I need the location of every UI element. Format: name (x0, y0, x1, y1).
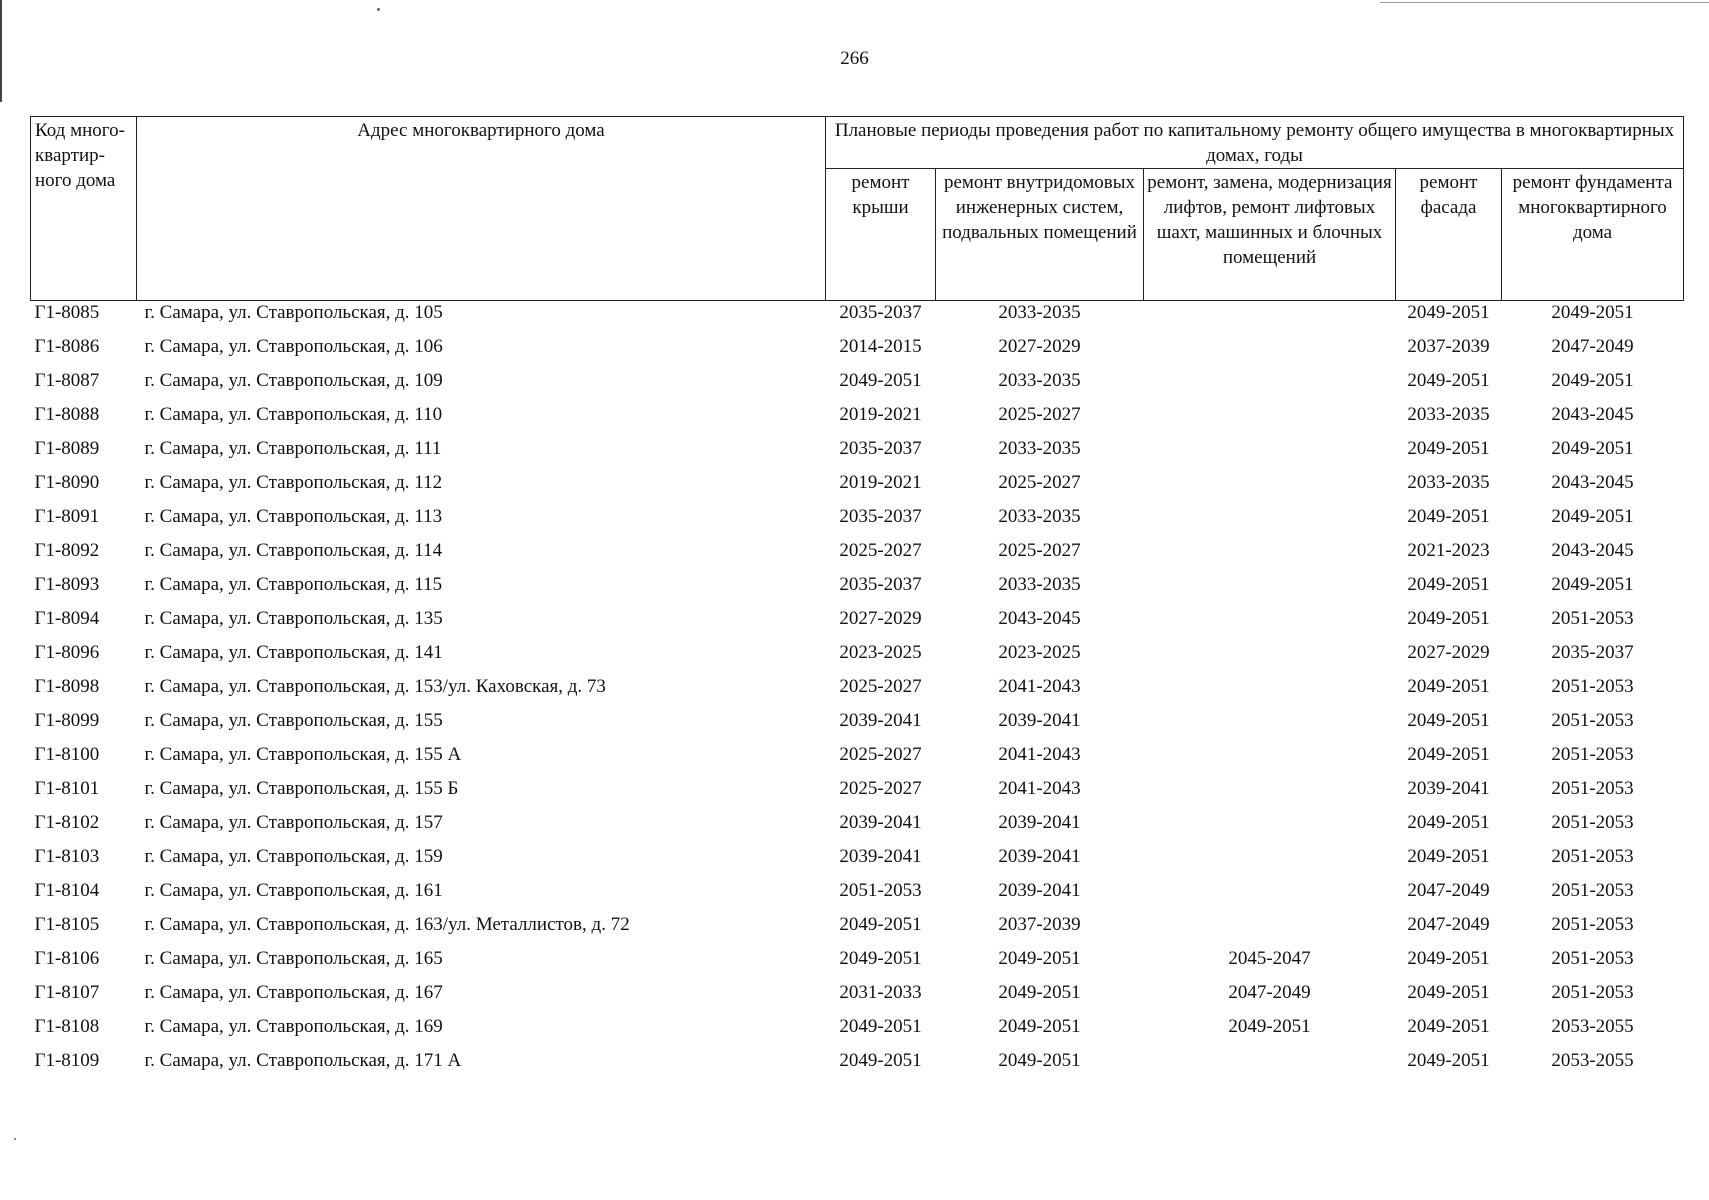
foundation-period-cell: 2051-2053 (1551, 880, 1634, 901)
foundation-period-cell: 2043-2045 (1551, 540, 1634, 561)
table-row (31, 607, 1684, 641)
address-cell: г. Самара, ул. Ставропольская, д. 111 (144, 438, 442, 459)
address-cell: г. Самара, ул. Ставропольская, д. 112 (144, 472, 443, 493)
facade-period-cell: 2049-2051 (1407, 608, 1490, 629)
address-cell: г. Самара, ул. Ставропольская, д. 169 (144, 1016, 443, 1037)
foundation-period-cell: 2043-2045 (1551, 472, 1634, 493)
header-elevators: ремонт, замена, модернизация лифтов, ремонт лифтовых шахт, машинных и блочных помещений (1144, 169, 1396, 301)
house-code-cell: Г1-8087 (34, 370, 100, 391)
table-row (31, 403, 1684, 437)
scan-top-edge (1380, 2, 1709, 3)
engineering-period-cell: 2041-2043 (998, 676, 1081, 697)
facade-period-cell: 2027-2029 (1407, 642, 1490, 663)
roof-period-cell: 2035-2037 (839, 506, 922, 527)
foundation-period-cell: 2051-2053 (1551, 982, 1634, 1003)
house-code-cell: Г1-8091 (34, 506, 100, 527)
foundation-period-cell: 2051-2053 (1551, 676, 1634, 697)
house-code-cell: Г1-8105 (34, 914, 100, 935)
header-engineering: ремонт внутридомовых инженерных систем, подвальных помещений (936, 169, 1144, 301)
roof-period-cell: 2027-2029 (839, 608, 922, 629)
elevator-period-cell (1144, 1049, 1396, 1083)
foundation-period-cell: 2049-2051 (1551, 574, 1634, 595)
roof-period-cell: 2049-2051 (839, 914, 922, 935)
roof-period-cell: 2035-2037 (839, 574, 922, 595)
elevator-period-cell (1144, 777, 1396, 811)
page-number: 266 (840, 48, 869, 69)
facade-period-cell: 2033-2035 (1407, 404, 1490, 425)
engineering-period-cell: 2041-2043 (998, 744, 1081, 765)
foundation-period-cell: 2049-2051 (1551, 302, 1634, 323)
roof-period-cell: 2049-2051 (839, 1050, 922, 1071)
header-planned-periods: Плановые периоды проведения работ по капитальному ремонту общего имущества в многоквартирных домах, годы (826, 117, 1684, 169)
capital-repair-table (30, 116, 1684, 1083)
elevator-period-cell (1144, 335, 1396, 369)
elevator-period-cell (1144, 709, 1396, 743)
elevator-period-cell (1144, 743, 1396, 777)
scan-speck (377, 8, 380, 11)
house-code-cell: Г1-8108 (34, 1016, 100, 1037)
table-row (31, 641, 1684, 675)
table-row (31, 335, 1684, 369)
engineering-period-cell: 2025-2027 (998, 540, 1081, 561)
engineering-period-cell: 2049-2051 (998, 1050, 1081, 1071)
address-cell: г. Самара, ул. Ставропольская, д. 159 (144, 846, 443, 867)
roof-period-cell: 2023-2025 (839, 642, 922, 663)
facade-period-cell: 2049-2051 (1407, 370, 1490, 391)
facade-period-cell: 2033-2035 (1407, 472, 1490, 493)
house-code-cell: Г1-8103 (34, 846, 100, 867)
address-cell: г. Самара, ул. Ставропольская, д. 105 (144, 302, 443, 323)
table-row (31, 1015, 1684, 1049)
table-row (31, 845, 1684, 879)
engineering-period-cell: 2039-2041 (998, 812, 1081, 833)
elevator-period-cell (1144, 301, 1396, 336)
facade-period-cell: 2021-2023 (1407, 540, 1490, 561)
foundation-period-cell: 2035-2037 (1551, 642, 1634, 663)
engineering-period-cell: 2041-2043 (998, 778, 1081, 799)
elevator-period-cell: 2049-2051 (1228, 1016, 1311, 1037)
foundation-period-cell: 2053-2055 (1551, 1016, 1634, 1037)
table-row (31, 369, 1684, 403)
address-cell: г. Самара, ул. Ставропольская, д. 155 Б (144, 778, 459, 799)
roof-period-cell: 2039-2041 (839, 710, 922, 731)
house-code-cell: Г1-8096 (34, 642, 100, 663)
engineering-period-cell: 2043-2045 (998, 608, 1081, 629)
address-cell: г. Самара, ул. Ставропольская, д. 115 (144, 574, 443, 595)
address-cell: г. Самара, ул. Ставропольская, д. 167 (144, 982, 443, 1003)
facade-period-cell: 2049-2051 (1407, 506, 1490, 527)
table-row (31, 811, 1684, 845)
house-code-cell: Г1-8088 (34, 404, 100, 425)
roof-period-cell: 2049-2051 (839, 948, 922, 969)
table-row (31, 981, 1684, 1015)
roof-period-cell: 2025-2027 (839, 676, 922, 697)
foundation-period-cell: 2051-2053 (1551, 914, 1634, 935)
roof-period-cell: 2025-2027 (839, 778, 922, 799)
header-foundation: ремонт фундамента многоквартирного дома (1502, 169, 1684, 301)
elevator-period-cell: 2047-2049 (1228, 982, 1311, 1003)
roof-period-cell: 2039-2041 (839, 812, 922, 833)
table-row (31, 675, 1684, 709)
elevator-period-cell (1144, 539, 1396, 573)
engineering-period-cell: 2033-2035 (998, 302, 1081, 323)
foundation-period-cell: 2053-2055 (1551, 1050, 1634, 1071)
foundation-period-cell: 2047-2049 (1551, 336, 1634, 357)
engineering-period-cell: 2049-2051 (998, 948, 1081, 969)
house-code-cell: Г1-8094 (34, 608, 100, 629)
address-cell: г. Самара, ул. Ставропольская, д. 113 (144, 506, 443, 527)
table-row (31, 573, 1684, 607)
table-row (31, 301, 1684, 336)
table-row (31, 505, 1684, 539)
facade-period-cell: 2049-2051 (1407, 744, 1490, 765)
address-cell: г. Самара, ул. Ставропольская, д. 106 (144, 336, 443, 357)
elevator-period-cell (1144, 879, 1396, 913)
table-body (31, 301, 1684, 1084)
header-code: Код много-квартир-ного дома (31, 117, 137, 301)
house-code-cell: Г1-8101 (34, 778, 100, 799)
facade-period-cell: 2049-2051 (1407, 1016, 1490, 1037)
elevator-period-cell (1144, 505, 1396, 539)
address-cell: г. Самара, ул. Ставропольская, д. 161 (144, 880, 443, 901)
foundation-period-cell: 2051-2053 (1551, 778, 1634, 799)
foundation-period-cell: 2049-2051 (1551, 438, 1634, 459)
engineering-period-cell: 2049-2051 (998, 1016, 1081, 1037)
engineering-period-cell: 2039-2041 (998, 710, 1081, 731)
engineering-period-cell: 2023-2025 (998, 642, 1081, 663)
elevator-period-cell (1144, 913, 1396, 947)
roof-period-cell: 2019-2021 (839, 404, 922, 425)
elevator-period-cell (1144, 641, 1396, 675)
engineering-period-cell: 2039-2041 (998, 880, 1081, 901)
facade-period-cell: 2049-2051 (1407, 574, 1490, 595)
house-code-cell: Г1-8090 (34, 472, 100, 493)
address-cell: г. Самара, ул. Ставропольская, д. 141 (144, 642, 443, 663)
house-code-cell: Г1-8093 (34, 574, 100, 595)
address-cell: г. Самара, ул. Ставропольская, д. 155 (144, 710, 443, 731)
facade-period-cell: 2049-2051 (1407, 438, 1490, 459)
table-row (31, 947, 1684, 981)
address-cell: г. Самара, ул. Ставропольская, д. 165 (144, 948, 443, 969)
table-row (31, 743, 1684, 777)
foundation-period-cell: 2051-2053 (1551, 812, 1634, 833)
roof-period-cell: 2035-2037 (839, 302, 922, 323)
engineering-period-cell: 2027-2029 (998, 336, 1081, 357)
house-code-cell: Г1-8104 (34, 880, 100, 901)
address-cell: г. Самара, ул. Ставропольская, д. 110 (144, 404, 443, 425)
elevator-period-cell (1144, 403, 1396, 437)
roof-period-cell: 2039-2041 (839, 846, 922, 867)
facade-period-cell: 2049-2051 (1407, 982, 1490, 1003)
engineering-period-cell: 2033-2035 (998, 438, 1081, 459)
table-row (31, 879, 1684, 913)
elevator-period-cell (1144, 607, 1396, 641)
engineering-period-cell: 2039-2041 (998, 846, 1081, 867)
header-address: Адрес многоквартирного дома (137, 117, 826, 301)
address-cell: г. Самара, ул. Ставропольская, д. 109 (144, 370, 443, 391)
table-row (31, 539, 1684, 573)
engineering-period-cell: 2025-2027 (998, 404, 1081, 425)
roof-period-cell: 2035-2037 (839, 438, 922, 459)
table-row (31, 777, 1684, 811)
roof-period-cell: 2019-2021 (839, 472, 922, 493)
address-cell: г. Самара, ул. Ставропольская, д. 155 А (144, 744, 462, 765)
foundation-period-cell: 2051-2053 (1551, 608, 1634, 629)
roof-period-cell: 2025-2027 (839, 540, 922, 561)
house-code-cell: Г1-8100 (34, 744, 100, 765)
house-code-cell: Г1-8109 (34, 1050, 100, 1071)
elevator-period-cell (1144, 369, 1396, 403)
engineering-period-cell: 2033-2035 (998, 506, 1081, 527)
foundation-period-cell: 2043-2045 (1551, 404, 1634, 425)
roof-period-cell: 2049-2051 (839, 1016, 922, 1037)
house-code-cell: Г1-8089 (34, 438, 100, 459)
house-code-cell: Г1-8086 (34, 336, 100, 357)
roof-period-cell: 2014-2015 (839, 336, 922, 357)
facade-period-cell: 2049-2051 (1407, 676, 1490, 697)
house-code-cell: Г1-8102 (34, 812, 100, 833)
facade-period-cell: 2049-2051 (1407, 302, 1490, 323)
facade-period-cell: 2049-2051 (1407, 948, 1490, 969)
facade-period-cell: 2047-2049 (1407, 914, 1490, 935)
roof-period-cell: 2051-2053 (839, 880, 922, 901)
facade-period-cell: 2049-2051 (1407, 1050, 1490, 1071)
house-code-cell: Г1-8085 (34, 302, 100, 323)
elevator-period-cell (1144, 573, 1396, 607)
elevator-period-cell (1144, 437, 1396, 471)
facade-period-cell: 2049-2051 (1407, 812, 1490, 833)
address-cell: г. Самара, ул. Ставропольская, д. 157 (144, 812, 443, 833)
elevator-period-cell: 2045-2047 (1228, 948, 1311, 969)
elevator-period-cell (1144, 845, 1396, 879)
table-row (31, 709, 1684, 743)
header-roof: ремонт крыши (826, 169, 936, 301)
address-cell: г. Самара, ул. Ставропольская, д. 114 (144, 540, 443, 561)
scan-speck (14, 1138, 16, 1140)
engineering-period-cell: 2033-2035 (998, 370, 1081, 391)
address-cell: г. Самара, ул. Ставропольская, д. 171 А (144, 1050, 462, 1071)
table-row (31, 437, 1684, 471)
facade-period-cell: 2047-2049 (1407, 880, 1490, 901)
table-row (31, 471, 1684, 505)
address-cell: г. Самара, ул. Ставропольская, д. 163/ул. Металлистов, д. 72 (144, 914, 630, 935)
house-code-cell: Г1-8092 (34, 540, 100, 561)
foundation-period-cell: 2051-2053 (1551, 710, 1634, 731)
facade-period-cell: 2039-2041 (1407, 778, 1490, 799)
address-cell: г. Самара, ул. Ставропольская, д. 153/ул. Каховская, д. 73 (144, 676, 606, 697)
roof-period-cell: 2049-2051 (839, 370, 922, 391)
facade-period-cell: 2037-2039 (1407, 336, 1490, 357)
roof-period-cell: 2031-2033 (839, 982, 922, 1003)
elevator-period-cell (1144, 471, 1396, 505)
table-row (31, 1049, 1684, 1083)
foundation-period-cell: 2051-2053 (1551, 948, 1634, 969)
engineering-period-cell: 2037-2039 (998, 914, 1081, 935)
engineering-period-cell: 2049-2051 (998, 982, 1081, 1003)
foundation-period-cell: 2051-2053 (1551, 846, 1634, 867)
address-cell: г. Самара, ул. Ставропольская, д. 135 (144, 608, 443, 629)
engineering-period-cell: 2025-2027 (998, 472, 1081, 493)
foundation-period-cell: 2049-2051 (1551, 370, 1634, 391)
foundation-period-cell: 2049-2051 (1551, 506, 1634, 527)
house-code-cell: Г1-8099 (34, 710, 100, 731)
foundation-period-cell: 2051-2053 (1551, 744, 1634, 765)
elevator-period-cell (1144, 811, 1396, 845)
facade-period-cell: 2049-2051 (1407, 846, 1490, 867)
table-row (31, 913, 1684, 947)
roof-period-cell: 2025-2027 (839, 744, 922, 765)
facade-period-cell: 2049-2051 (1407, 710, 1490, 731)
elevator-period-cell (1144, 675, 1396, 709)
house-code-cell: Г1-8107 (34, 982, 100, 1003)
house-code-cell: Г1-8098 (34, 676, 100, 697)
engineering-period-cell: 2033-2035 (998, 574, 1081, 595)
header-facade: ремонт фасада (1396, 169, 1502, 301)
house-code-cell: Г1-8106 (34, 948, 100, 969)
